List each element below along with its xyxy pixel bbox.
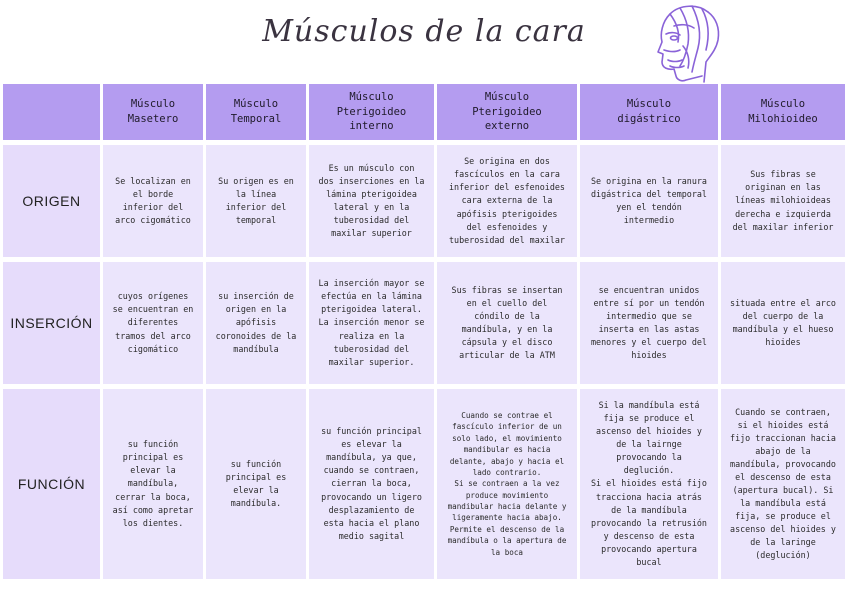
table-cell: cuyos orígenes se encuentran en diferentes tramos del arco cigomático (103, 262, 203, 384)
header-pterigoideo-interno: Músculo Pterigoideo interno (309, 84, 434, 140)
page-title: Músculos de la cara (262, 14, 586, 49)
table-cell: Cuando se contrae el fascículo inferior de un solo lado, el movimiento mandibular es hacia delante, abajo y hacia el lado contrario. Si se contraen a la vez produce movimiento mandibular hacia delante y ligeramente hacia abajo. Permite el descenso de la mandíbula o la apertura de la boca (437, 389, 577, 579)
head-muscles-illustration-icon (650, 2, 732, 86)
muscle-table (0, 84, 848, 579)
header-masetero: Músculo Masetero (103, 84, 203, 140)
table-cell: su inserción de origen en la apófisis coronoides de la mandíbula (206, 262, 306, 384)
header-corner (3, 84, 100, 140)
header-temporal: Músculo Temporal (206, 84, 306, 140)
header-pterigoideo-externo: Músculo Pterigoideo externo (437, 84, 577, 140)
row-label-funcion: FUNCIÓN (3, 389, 100, 579)
table-row-funcion (3, 389, 845, 579)
table-cell: su función principal es elevar la mandíbula, cerrar la boca, así como apretar los dientes. (103, 389, 203, 579)
table-row-origen (3, 145, 845, 257)
table-cell: Es un músculo con dos inserciones en la lámina pterigoidea lateral y en la tuberosidad del maxilar superior (309, 145, 434, 257)
table-cell: se encuentran unidos entre sí por un tendón intermedio que se inserta en las astas menores y el cuerpo del hioides (580, 262, 718, 384)
table-cell: situada entre el arco del cuerpo de la mandíbula y el hueso hioides (721, 262, 845, 384)
table-row-insercion (3, 262, 845, 384)
table-cell: Sus fibras se insertan en el cuello del cóndilo de la mandíbula, y en la cápsula y el disco articular de la ATM (437, 262, 577, 384)
table-cell: Cuando se contraen, si el hioides está fijo traccionan hacia abajo de la mandíbula, provocando el descenso de esta (apertura bucal). Si la mandíbula está fija, se produce el ascenso del hioides y de la laringe (deglución) (721, 389, 845, 579)
table-cell: Se origina en la ranura digástrica del temporal yen el tendón intermedio (580, 145, 718, 257)
table-cell: Su origen es en la línea inferior del temporal (206, 145, 306, 257)
header-milohioideo: Músculo Milohioideo (721, 84, 845, 140)
table-cell: su función principal es elevar la mandíbula. (206, 389, 306, 579)
row-label-origen: ORIGEN (3, 145, 100, 257)
table-cell: La inserción mayor se efectúa en la lámina pterigoidea lateral. La inserción menor se realiza en la tuberosidad del maxilar superior. (309, 262, 434, 384)
table-cell: su función principal es elevar la mandíbula, ya que, cuando se contraen, cierran la boca, provocando un ligero desplazamiento de esta hacia el plano medio sagital (309, 389, 434, 579)
table-cell: Si la mandíbula está fija se produce el ascenso del hioides y de la lairnge provocando la deglución. Si el hioides está fijo tracciona hacia atrás de la mandíbula provocando la retrusión y descenso de esta provocando apertura bucal (580, 389, 718, 579)
table-cell: Sus fibras se originan en las líneas milohioideas derecha e izquierda del maxilar inferior (721, 145, 845, 257)
table-cell: Se localizan en el borde inferior del arco cigomático (103, 145, 203, 257)
table-header-row (3, 84, 845, 140)
header-digastrico: Músculo digástrico (580, 84, 718, 140)
row-label-insercion: INSERCIÓN (3, 262, 100, 384)
table-cell: Se origina en dos fascículos en la cara inferior del esfenoides cara externa de la apófisis pterigoides del esfenoides y tuberosidad del maxilar (437, 145, 577, 257)
